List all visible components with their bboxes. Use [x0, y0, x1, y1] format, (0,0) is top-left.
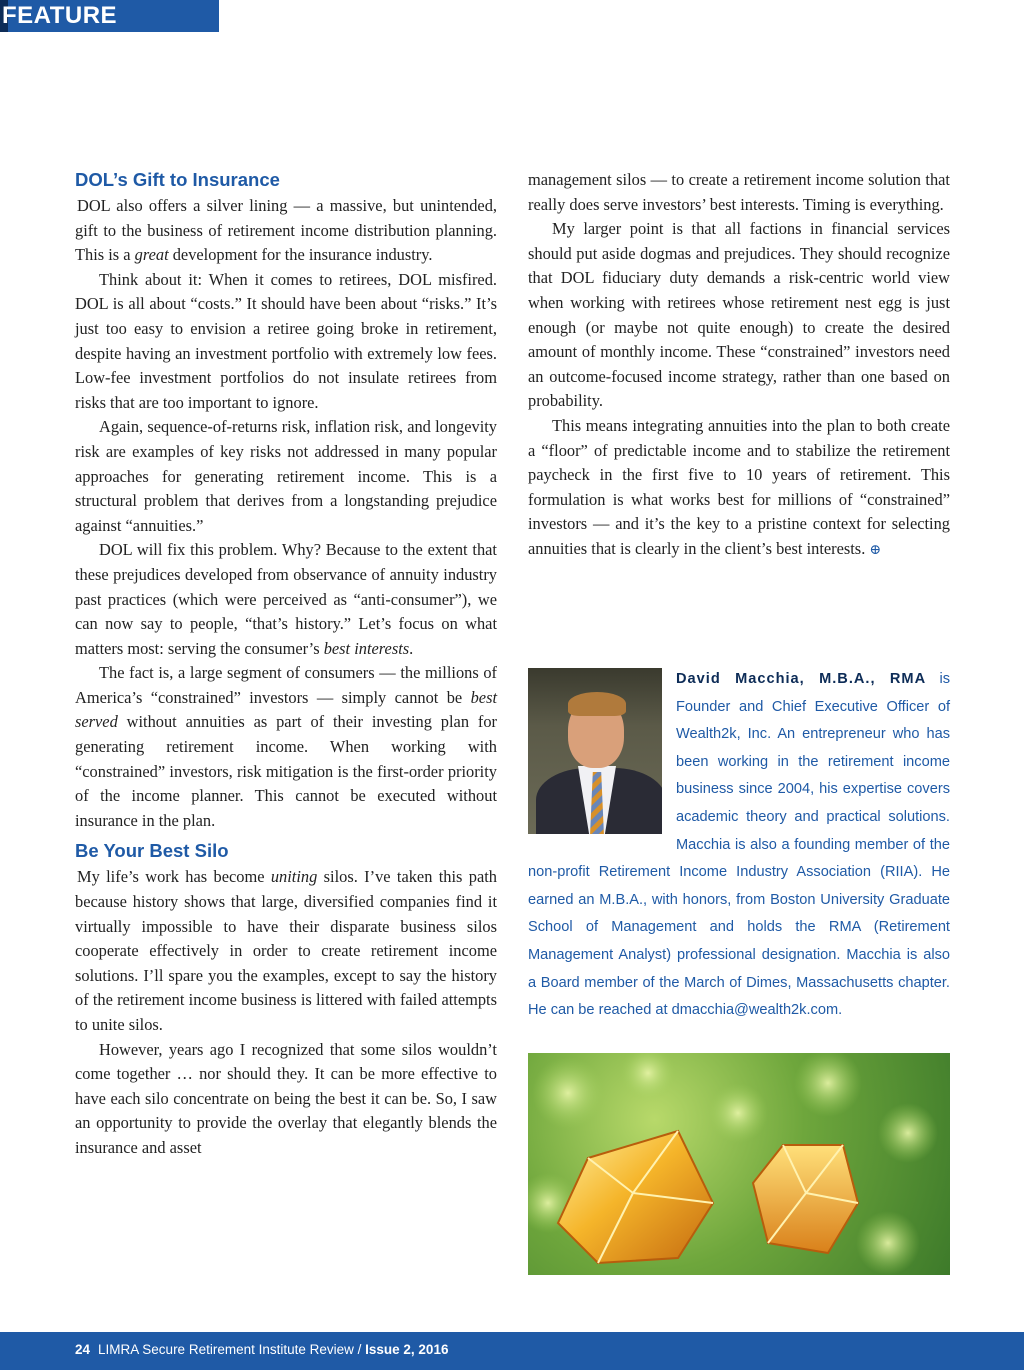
emphasis: great: [134, 245, 169, 265]
author-name: David Macchia, M.B.A., RMA: [676, 671, 927, 687]
paragraph: management silos — to create a retirement income solution that really does serve investors’ best interests. Timing is everything.: [528, 170, 950, 214]
paragraph: Think about it: When it comes to retirees, DOL misfired. DOL is all about “costs.” It should have been about “risks.” It’s just too easy to envision a retiree going broke in retirement, despite having an investment portfolio with extremely low fees. Low-fee investment portfolios do not insulate retirees from risks that are too important to ignore.: [75, 269, 497, 412]
issue-label: Issue 2, 2016: [365, 1342, 449, 1357]
paragraph: DOL also offers a silver lining — a massive, but unintended, gift to the business of retirement income distribution planning. This is a great development for the insurance industry.: [75, 196, 497, 265]
paragraph: This means integrating annuities into the plan to both create a “floor” of predictable income and to stabilize the retirement paycheck in the first five to 10 years of retirement. This formulation is what works best for millions of “constrained” investors — and it’s the key to a pristine context for selecting annuities that is clearly in the client’s best interests. ⊕: [528, 415, 950, 558]
author-bio-text: is Founder and Chief Executive Officer of Wealth2k, Inc. An entrepreneur who has been working in the retirement income business since 2004, his expertise covers academic theory and practical solutions. Macchia is also a founding member of the non-profit Retirement Income Industry Association (RIIA). He earned an M.B.A., with honors, from Boston University Graduate School of Management and holds the RMA (Retirement Management Analyst) professional designation. Macchia is also a Board member of the March of Dimes, Massachusetts chapter. He can be reached at dmacchia@wealth2k.com.: [528, 671, 950, 1019]
left-column: [75, 168, 497, 1161]
end-mark-icon: ⊕: [869, 542, 882, 558]
page-number: 24: [75, 1342, 91, 1357]
paragraph: The fact is, a large segment of consumers — the millions of America’s “constrained” investors — simply cannot be best served without annuities as part of their investing plan for generating retirement income. When working with “constrained” investors, risk mitigation is the first-order priority of the income planner. This cannot be executed without insurance in the plan.: [75, 663, 497, 830]
right-column: [528, 168, 950, 564]
emphasis: best served: [75, 687, 497, 732]
author-bio: [528, 666, 950, 1025]
paragraph: However, years ago I recognized that some silos wouldn’t come together … nor should they. It can be more effective to have each silo concentrate on being the best it can be. So, I saw an opportunity to provide the overlay that elegantly blends the insurance and asset: [75, 1039, 497, 1157]
publication-name: LIMRA Secure Retirement Institute Review /: [98, 1342, 366, 1357]
emphasis: best interests: [323, 638, 410, 658]
section-tab: [0, 0, 219, 32]
paragraph: My larger point is that all factions in financial services should put aside dogmas and prejudices. They should recognize that DOL fiduciary duty demands a risk-centric world view when working with retirees whose retirement nest egg is just enough (or maybe not quite enough) to create the desired amount of monthly income. These “constrained” investors need an outcome-focused income strategy, rather than one based on probability.: [528, 219, 950, 411]
section-label: FEATURE: [2, 2, 118, 29]
gems-illustration: [528, 1053, 950, 1275]
paragraph: DOL will fix this problem. Why? Because to the extent that these prejudices developed from observance of annuity industry past practices (which were perceived as “anti-consumer”), we can now say to people, “that’s history.” Let’s focus on what matters most: serving the consumer’s best interests.: [75, 540, 497, 658]
emphasis: uniting: [270, 867, 318, 887]
heading-best-silo: Be Your Best Silo: [75, 840, 229, 862]
paragraph: My life’s work has become uniting silos. I’ve taken this path because history shows that large, diversified companies find it virtually impossible to have their disparate business silos cooperate effectively in order to create retirement income solutions. I’ll spare you the examples, except to say the history of the retirement income business is littered with failed attempts to unite silos.: [75, 867, 497, 1034]
heading-dols-gift: DOL’s Gift to Insurance: [75, 169, 280, 190]
author-photo: [528, 668, 662, 834]
decorative-gems-image: [528, 1053, 950, 1275]
page-footer: [0, 1332, 1024, 1370]
paragraph: Again, sequence-of-returns risk, inflation risk, and longevity risk are examples of key risks not addressed in many popular approaches for generating retirement income. This is a structural problem that derives from a longstanding prejudice against “annuities.”: [75, 417, 497, 535]
